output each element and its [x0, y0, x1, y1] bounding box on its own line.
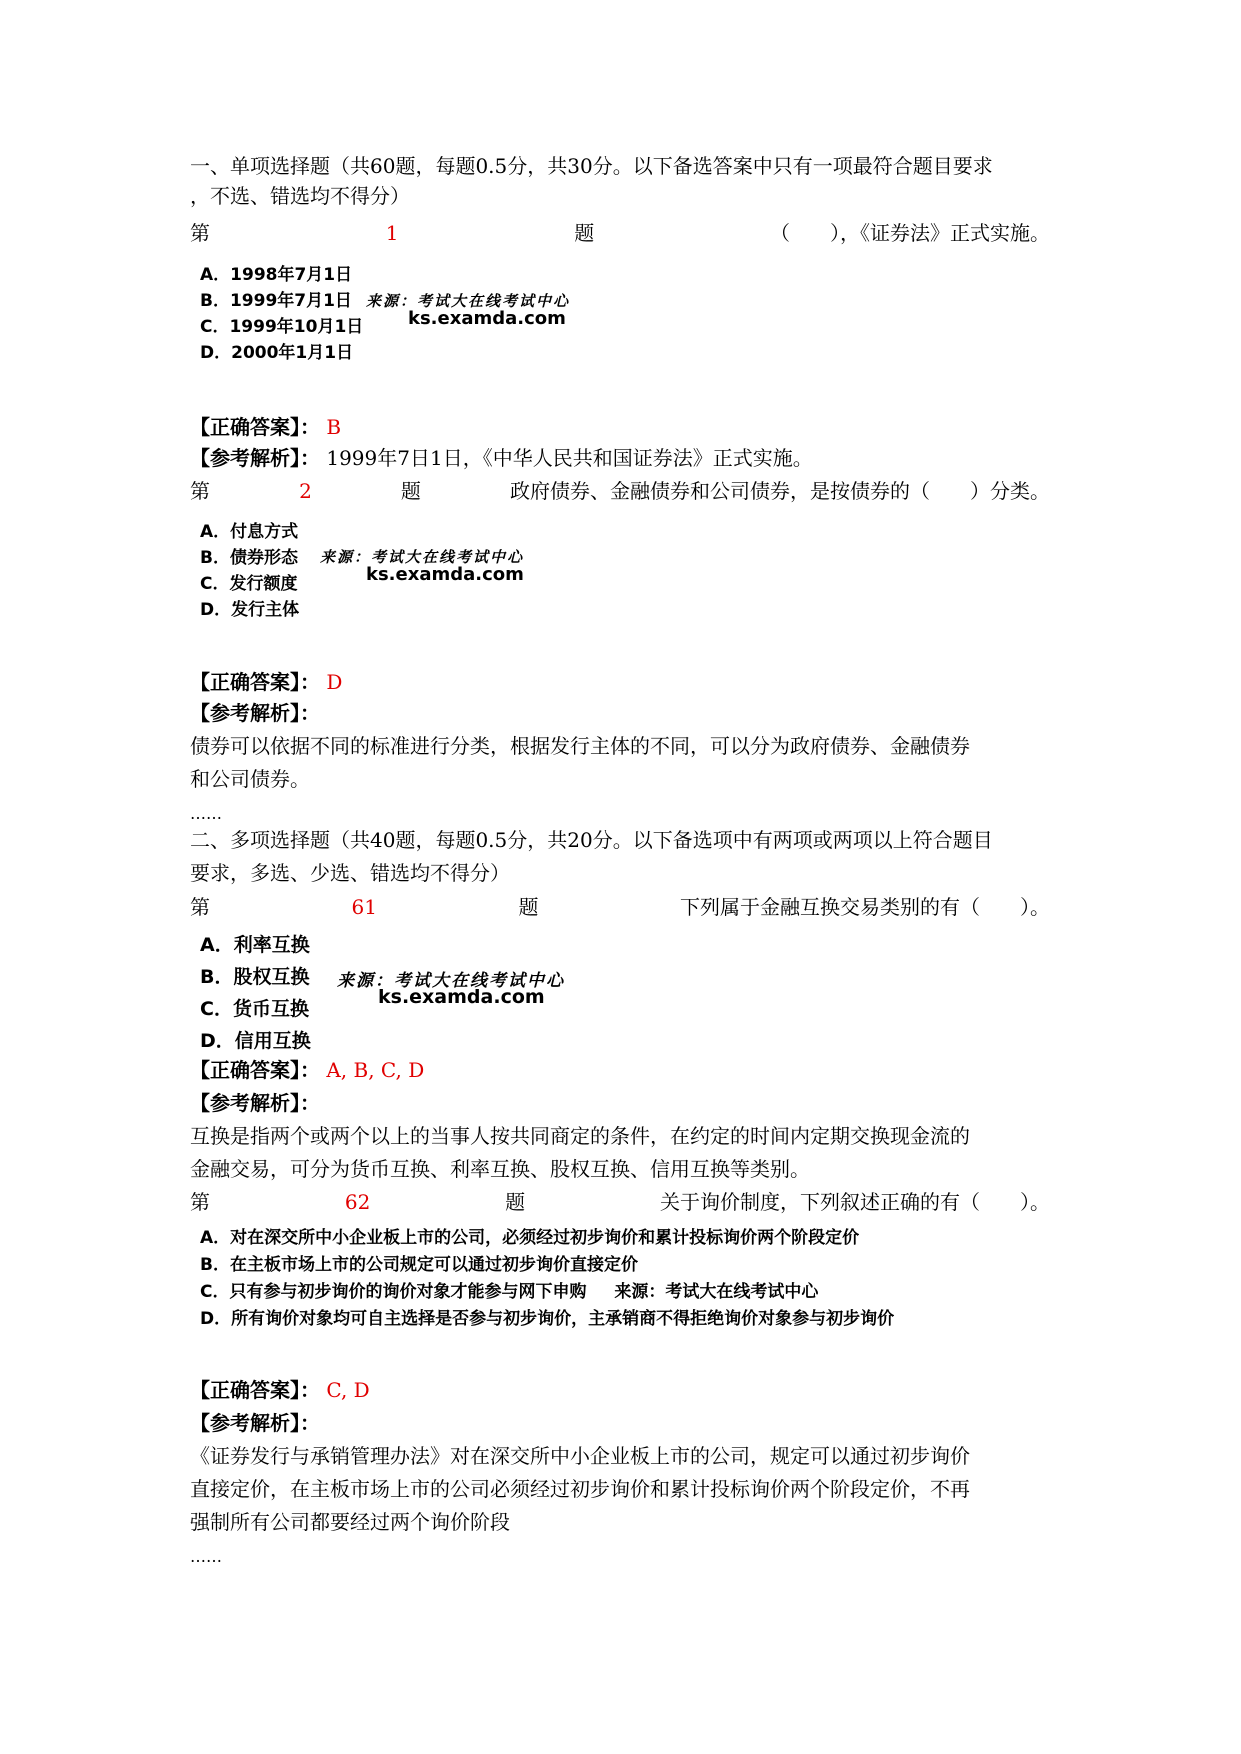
analysis-label: 【参考解析】： — [190, 701, 320, 725]
answer-label: 【正确答案】： — [190, 1058, 320, 1082]
option-c: C．1999年10月1日 — [200, 317, 364, 337]
question-number: 61 — [351, 895, 377, 919]
analysis-line-1 — [190, 443, 1050, 473]
analysis-label-line-2 — [190, 698, 1050, 728]
option-a: A．利率互换 — [200, 934, 310, 956]
option-d: D．所有询价对象均可自主选择是否参与初步询价，主承销商不得拒绝询价对象参与初步询价 — [200, 1309, 895, 1329]
analysis-text-line: 互换是指两个或两个以上的当事人按共同商定的条件，在约定的时间内定期交换现金流的 — [190, 1124, 970, 1148]
question-number: 1 — [385, 221, 399, 245]
question-di-label: 第 — [190, 221, 210, 245]
answer-value: B — [326, 415, 342, 439]
option-c: C．发行额度 — [200, 574, 298, 594]
answer-line-4 — [190, 1375, 1050, 1405]
option-b: B．在主板市场上市的公司规定可以通过初步询价直接定价 — [200, 1255, 638, 1275]
question-1-options — [200, 262, 363, 366]
analysis-text-line: 金融交易，可分为货币互换、利率互换、股权互换、信用互换等类别。 — [190, 1157, 810, 1181]
question-2-options — [200, 519, 299, 623]
analysis-label-line-3 — [190, 1088, 1050, 1118]
question-stem: （ ），《证券法》正式实施。 — [769, 221, 1050, 245]
option-a: A．1998年7月1日 — [200, 265, 353, 285]
watermark-source: 来源：考试大在线考试中心 — [366, 292, 571, 310]
option-d: D．发行主体 — [200, 600, 300, 620]
watermark-source: 来源：考试大在线考试中心 — [320, 548, 525, 566]
analysis-text-line: 《证券发行与承销管理办法》对在深交所中小企业板上市的公司，规定可以通过初步询价 — [190, 1444, 970, 1468]
option-c: C．货币互换 — [200, 998, 309, 1020]
option-d: D．2000年1月1日 — [200, 343, 354, 363]
answer-value: D — [326, 670, 343, 694]
answer-line-3 — [190, 1055, 1050, 1085]
option-b: B．股权互换 — [200, 966, 310, 988]
watermark-source: 来源：考试大在线考试中心 — [337, 971, 565, 991]
question-ti-label: 题 — [505, 1190, 526, 1214]
question-62-options — [200, 1225, 894, 1333]
analysis-text-line: 债券可以依据不同的标准进行分类，根据发行主体的不同，可以分为政府债券、金融债券 — [190, 734, 970, 758]
answer-line-2 — [190, 667, 1050, 697]
option-c — [200, 1279, 894, 1306]
option-b: B．债券形态 — [200, 548, 298, 568]
section2-header-line2: 要求，多选、少选、错选均不得分） — [190, 861, 510, 885]
analysis-text-line: 和公司债券。 — [190, 767, 310, 791]
watermark-url: ks.examda.com — [378, 986, 545, 1008]
question-62-line — [190, 1187, 1050, 1217]
question-61-line — [190, 892, 1050, 922]
answer-line-1 — [190, 412, 1050, 442]
analysis-label: 【参考解析】： — [190, 446, 320, 470]
question-2-line — [190, 476, 1050, 506]
question-stem: 关于询价制度，下列叙述正确的有（ ）。 — [659, 1190, 1050, 1214]
option-b: B．1999年7月1日 — [200, 291, 352, 311]
option-c-text: C．只有参与初步询价的询价对象才能参与网下申购 — [200, 1282, 587, 1302]
section1-header-line2: ，不选、错选均不得分） — [190, 184, 410, 208]
option-a: A．对在深交所中小企业板上市的公司，必须经过初步询价和累计投标询价两个阶段定价 — [200, 1228, 860, 1248]
question-di-label: 第 — [190, 895, 210, 919]
section1-header-line1: 一、单项选择题（共60题，每题0.5分，共30分。以下备选答案中只有一项最符合题目要求 — [190, 154, 993, 178]
option-c-source: 来源：考试大在线考试中心 — [614, 1282, 819, 1302]
analysis-text-line: 直接定价，在主板市场上市的公司必须经过初步询价和累计投标询价两个阶段定价，不再 — [190, 1477, 970, 1501]
question-di-label: 第 — [190, 479, 210, 503]
question-1-line — [190, 218, 1050, 248]
answer-label: 【正确答案】： — [190, 1378, 320, 1402]
question-number: 2 — [299, 479, 312, 503]
question-ti-label: 题 — [400, 479, 421, 503]
option-d: D．信用互换 — [200, 1030, 311, 1052]
analysis-label-line-4 — [190, 1408, 1050, 1438]
watermark-url: ks.examda.com — [366, 564, 524, 585]
ellipsis: …… — [190, 804, 222, 823]
question-stem: 下列属于金融互换交易类别的有（ ）。 — [680, 895, 1050, 919]
question-61-options — [200, 929, 311, 1057]
question-ti-label: 题 — [518, 895, 539, 919]
answer-value: C, D — [326, 1378, 370, 1402]
analysis-text-line: 强制所有公司都要经过两个询价阶段 — [190, 1510, 510, 1534]
answer-label: 【正确答案】： — [190, 415, 320, 439]
question-ti-label: 题 — [574, 221, 595, 245]
watermark-url: ks.examda.com — [408, 308, 566, 329]
analysis-text: 1999年7日1日，《中华人民共和国证券法》正式实施。 — [326, 446, 813, 470]
section2-header-line1: 二、多项选择题（共40题，每题0.5分，共20分。以下备选项中有两项或两项以上符合题目 — [190, 828, 993, 852]
analysis-label: 【参考解析】： — [190, 1411, 320, 1435]
question-number: 62 — [344, 1190, 371, 1214]
analysis-label: 【参考解析】： — [190, 1091, 320, 1115]
question-di-label: 第 — [190, 1190, 210, 1214]
answer-label: 【正确答案】： — [190, 670, 320, 694]
answer-value: A, B, C, D — [326, 1058, 425, 1082]
option-a: A．付息方式 — [200, 522, 299, 542]
ellipsis: …… — [190, 1547, 222, 1566]
question-stem: 政府债券、金融债券和公司债券，是按债券的（ ）分类。 — [509, 479, 1050, 503]
